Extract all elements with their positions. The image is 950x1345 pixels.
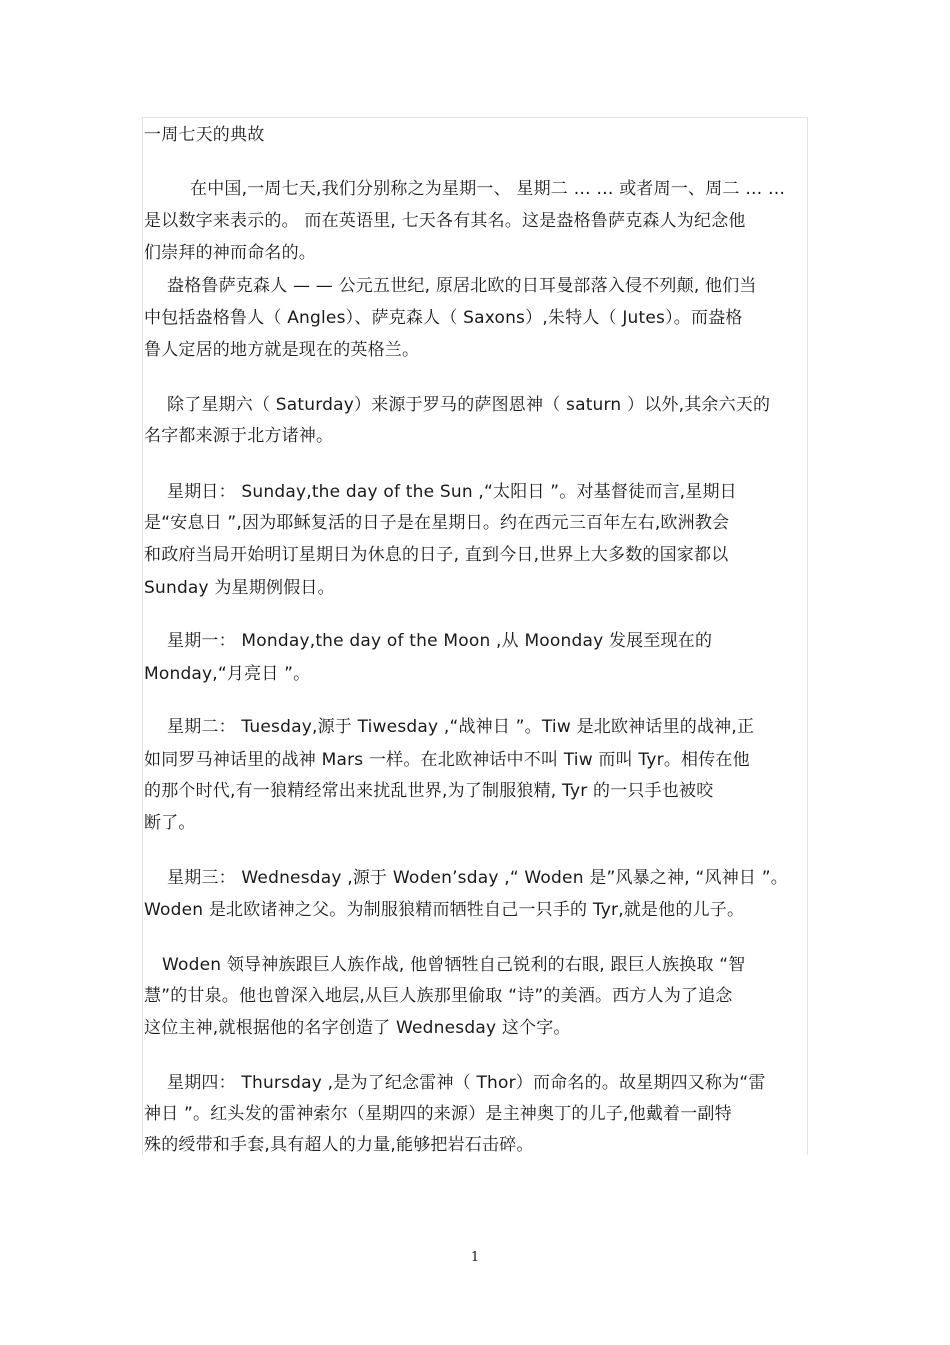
paragraph-line: 这位主神,就根据他的名字创造了 Wednesday 这个字。 — [144, 1018, 571, 1038]
paragraph-line: 星期日： Sunday,the day of the Sun ,“太阳日 ”。对基督徒而言,星期日 — [167, 482, 737, 502]
paragraph-line: Monday,“月亮日 ”。 — [144, 664, 311, 684]
paragraph-line: 如同罗马神话里的战神 Mars 一样。在北欧神话中不叫 Tiw 而叫 Tyr。相传在他 — [144, 750, 750, 770]
paragraph-line: 星期四： Thursday ,是为了纪念雷神（ Thor）而命名的。故星期四又称为“雷 — [167, 1073, 766, 1093]
paragraph-line: 盎格鲁萨克森人 — — 公元五世纪, 原居北欧的日耳曼部落入侵不列颠, 他们当 — [167, 276, 757, 296]
document-title: 一周七天的典故 — [144, 125, 265, 145]
paragraph-line: 殊的绶带和手套,具有超人的力量,能够把岩石击碎。 — [144, 1135, 534, 1155]
paragraph-line: 是以数字来表示的。 而在英语里, 七天各有其名。这是盎格鲁萨克森人为纪念他 — [144, 211, 746, 231]
paragraph-line: 和政府当局开始明订星期日为休息的日子, 直到今日,世界上大多数的国家都以 — [144, 545, 729, 565]
paragraph-line: 星期三： Wednesday ,源于 Woden’sday ,“ Woden 是”风暴之神, “风神日 ”。 — [167, 868, 788, 888]
paragraph-line: 们崇拜的神而命名的。 — [144, 243, 316, 263]
paragraph-line: 慧”的甘泉。他也曾深入地层,从巨人族那里偷取 “诗”的美酒。西方人为了追念 — [144, 986, 733, 1006]
page-number: 1 — [470, 1250, 480, 1265]
paragraph-line: 星期二： Tuesday,源于 Tiwesday ,“战神日 ”。Tiw 是北欧神话里的战神,正 — [167, 717, 755, 737]
paragraph-line: 除了星期六（ Saturday）来源于罗马的萨图恩神（ saturn ）以外,其余六天的 — [167, 395, 771, 415]
paragraph-line: Sunday 为星期例假日。 — [144, 578, 335, 598]
paragraph-line: 星期一： Monday,the day of the Moon ,从 Moonday 发展至现在的 — [167, 631, 713, 651]
paragraph-line: 中包括盎格鲁人（ Angles）、萨克森人（ Saxons）,朱特人（ Jutes）。而盎格 — [144, 308, 743, 328]
paragraph-line: 鲁人定居的地方就是现在的英格兰。 — [144, 340, 420, 360]
paragraph-line: Woden 领导神族跟巨人族作战, 他曾牺牲自己锐利的右眼, 跟巨人族换取 “智 — [162, 955, 746, 975]
paragraph-line: 的那个时代,有一狼精经常出来扰乱世界,为了制服狼精, Tyr 的一只手也被咬 — [144, 781, 714, 801]
paragraph-line: 在中国,一周七天,我们分别称之为星期一、 星期二 … … 或者周一、周二 … … — [190, 179, 786, 199]
paragraph-line: 名字都来源于北方诸神。 — [144, 426, 334, 446]
paragraph-line: 是“安息日 ”,因为耶稣复活的日子是在星期日。约在西元三百年左右,欧洲教会 — [144, 513, 730, 533]
paragraph-line: 断了。 — [144, 813, 196, 833]
paragraph-line: 神日 ”。红头发的雷神索尔（星期四的来源）是主神奥丁的儿子,他戴着一副特 — [144, 1104, 732, 1124]
paragraph-line: Woden 是北欧诸神之父。为制服狼精而牺牲自己一只手的 Tyr,就是他的儿子。 — [144, 900, 745, 920]
